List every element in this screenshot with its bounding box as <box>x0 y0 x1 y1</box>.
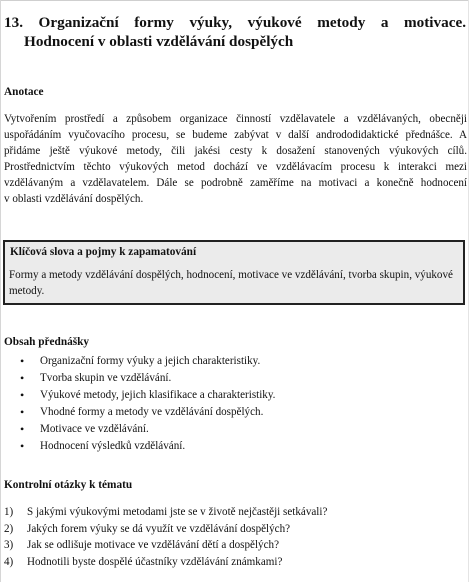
bullet-icon: • <box>20 439 25 453</box>
chapter-title-line-1: 13. Organizační formy výuky, výukové metody a motivace. <box>4 14 466 31</box>
list-item <box>0 521 469 538</box>
chapter-title <box>4 13 466 51</box>
top-page-border <box>0 0 469 7</box>
left-page-border <box>0 0 1 582</box>
bullet-icon: • <box>20 422 25 436</box>
keywords-title: Klíčová slova a pojmy k zapamatování <box>10 246 197 258</box>
bullet-icon: • <box>20 405 25 419</box>
list-item <box>0 353 469 370</box>
anotace-paragraph <box>4 112 467 207</box>
anotace-line: uspořádáním vyučovacího procesu, se budeme zabývat v další andrododidaktické přednášce. A <box>4 128 467 141</box>
anotace-heading: Anotace <box>4 86 44 98</box>
question-number: 1) <box>4 506 14 518</box>
keywords-text: Formy a metody vzdělávání dospělých, hodnocení, motivace ve vzdělávání, tvorba skupin, výukové metody. <box>9 269 453 297</box>
anotace-line: Vytvořením prostředí a způsobem organizace činností vzdělavatele a vzdělávaných, obecněji <box>4 113 467 125</box>
topic-text: Hodnocení výsledků vzdělávání. <box>40 440 186 452</box>
anotace-line: vzdělávaným a vzdělavatelem. Dále se podrobně zaměříme na motivaci a konečně hodnocení <box>4 176 467 189</box>
question-number: 4) <box>4 555 14 568</box>
question-number: 2) <box>4 522 14 535</box>
list-item <box>0 404 469 421</box>
list-item <box>0 370 469 387</box>
bullet-icon: • <box>20 388 25 402</box>
list-item <box>0 421 469 438</box>
anotace-line: Prostřednictvím těchto výukových metod dochází ve vzdělávacím procesu k interakci mezi <box>4 160 467 173</box>
keywords-box <box>3 240 465 305</box>
question-text: Jakých forem výuky se dá využít ve vzdělávání dospělých? <box>27 522 291 535</box>
bullet-icon: • <box>20 354 25 368</box>
question-text: Jak se odlišuje motivace ve vzdělávání dětí a dospělých? <box>27 539 279 551</box>
list-item <box>0 387 469 404</box>
question-list <box>0 504 469 570</box>
question-text: S jakými výukovými metodami jste se v životě nejčastěji setkávali? <box>27 506 328 518</box>
topic-text: Organizační formy výuky a jejich charakteristiky. <box>40 355 261 367</box>
question-number: 3) <box>4 539 14 551</box>
list-item <box>0 554 469 571</box>
bullet-icon: • <box>20 371 25 385</box>
topic-text: Vhodné formy a metody ve vzdělávání dospělých. <box>40 406 264 418</box>
obsah-heading: Obsah přednášky <box>4 336 90 348</box>
chapter-title-line-2: Hodnocení v oblasti vzdělávání dospělých <box>24 33 294 50</box>
topic-list <box>0 353 469 455</box>
anotace-line: přidáme ještě výukové metody, čili jakési cesty k dosažení stanovených výukových cílů. <box>4 144 467 157</box>
list-item <box>0 504 469 521</box>
topic-text: Motivace ve vzdělávání. <box>40 423 149 435</box>
list-item <box>0 537 469 554</box>
topic-text: Výukové metody, jejich klasifikace a charakteristiky. <box>40 389 276 401</box>
anotace-line: v oblasti vzdělávání dospělých. <box>4 192 144 205</box>
list-item <box>0 438 469 455</box>
topic-text: Tvorba skupin ve vzdělávání. <box>40 372 172 384</box>
otazky-heading: Kontrolní otázky k tématu <box>4 479 133 491</box>
question-text: Hodnotili byste dospělé účastníky vzdělávání známkami? <box>27 555 283 568</box>
